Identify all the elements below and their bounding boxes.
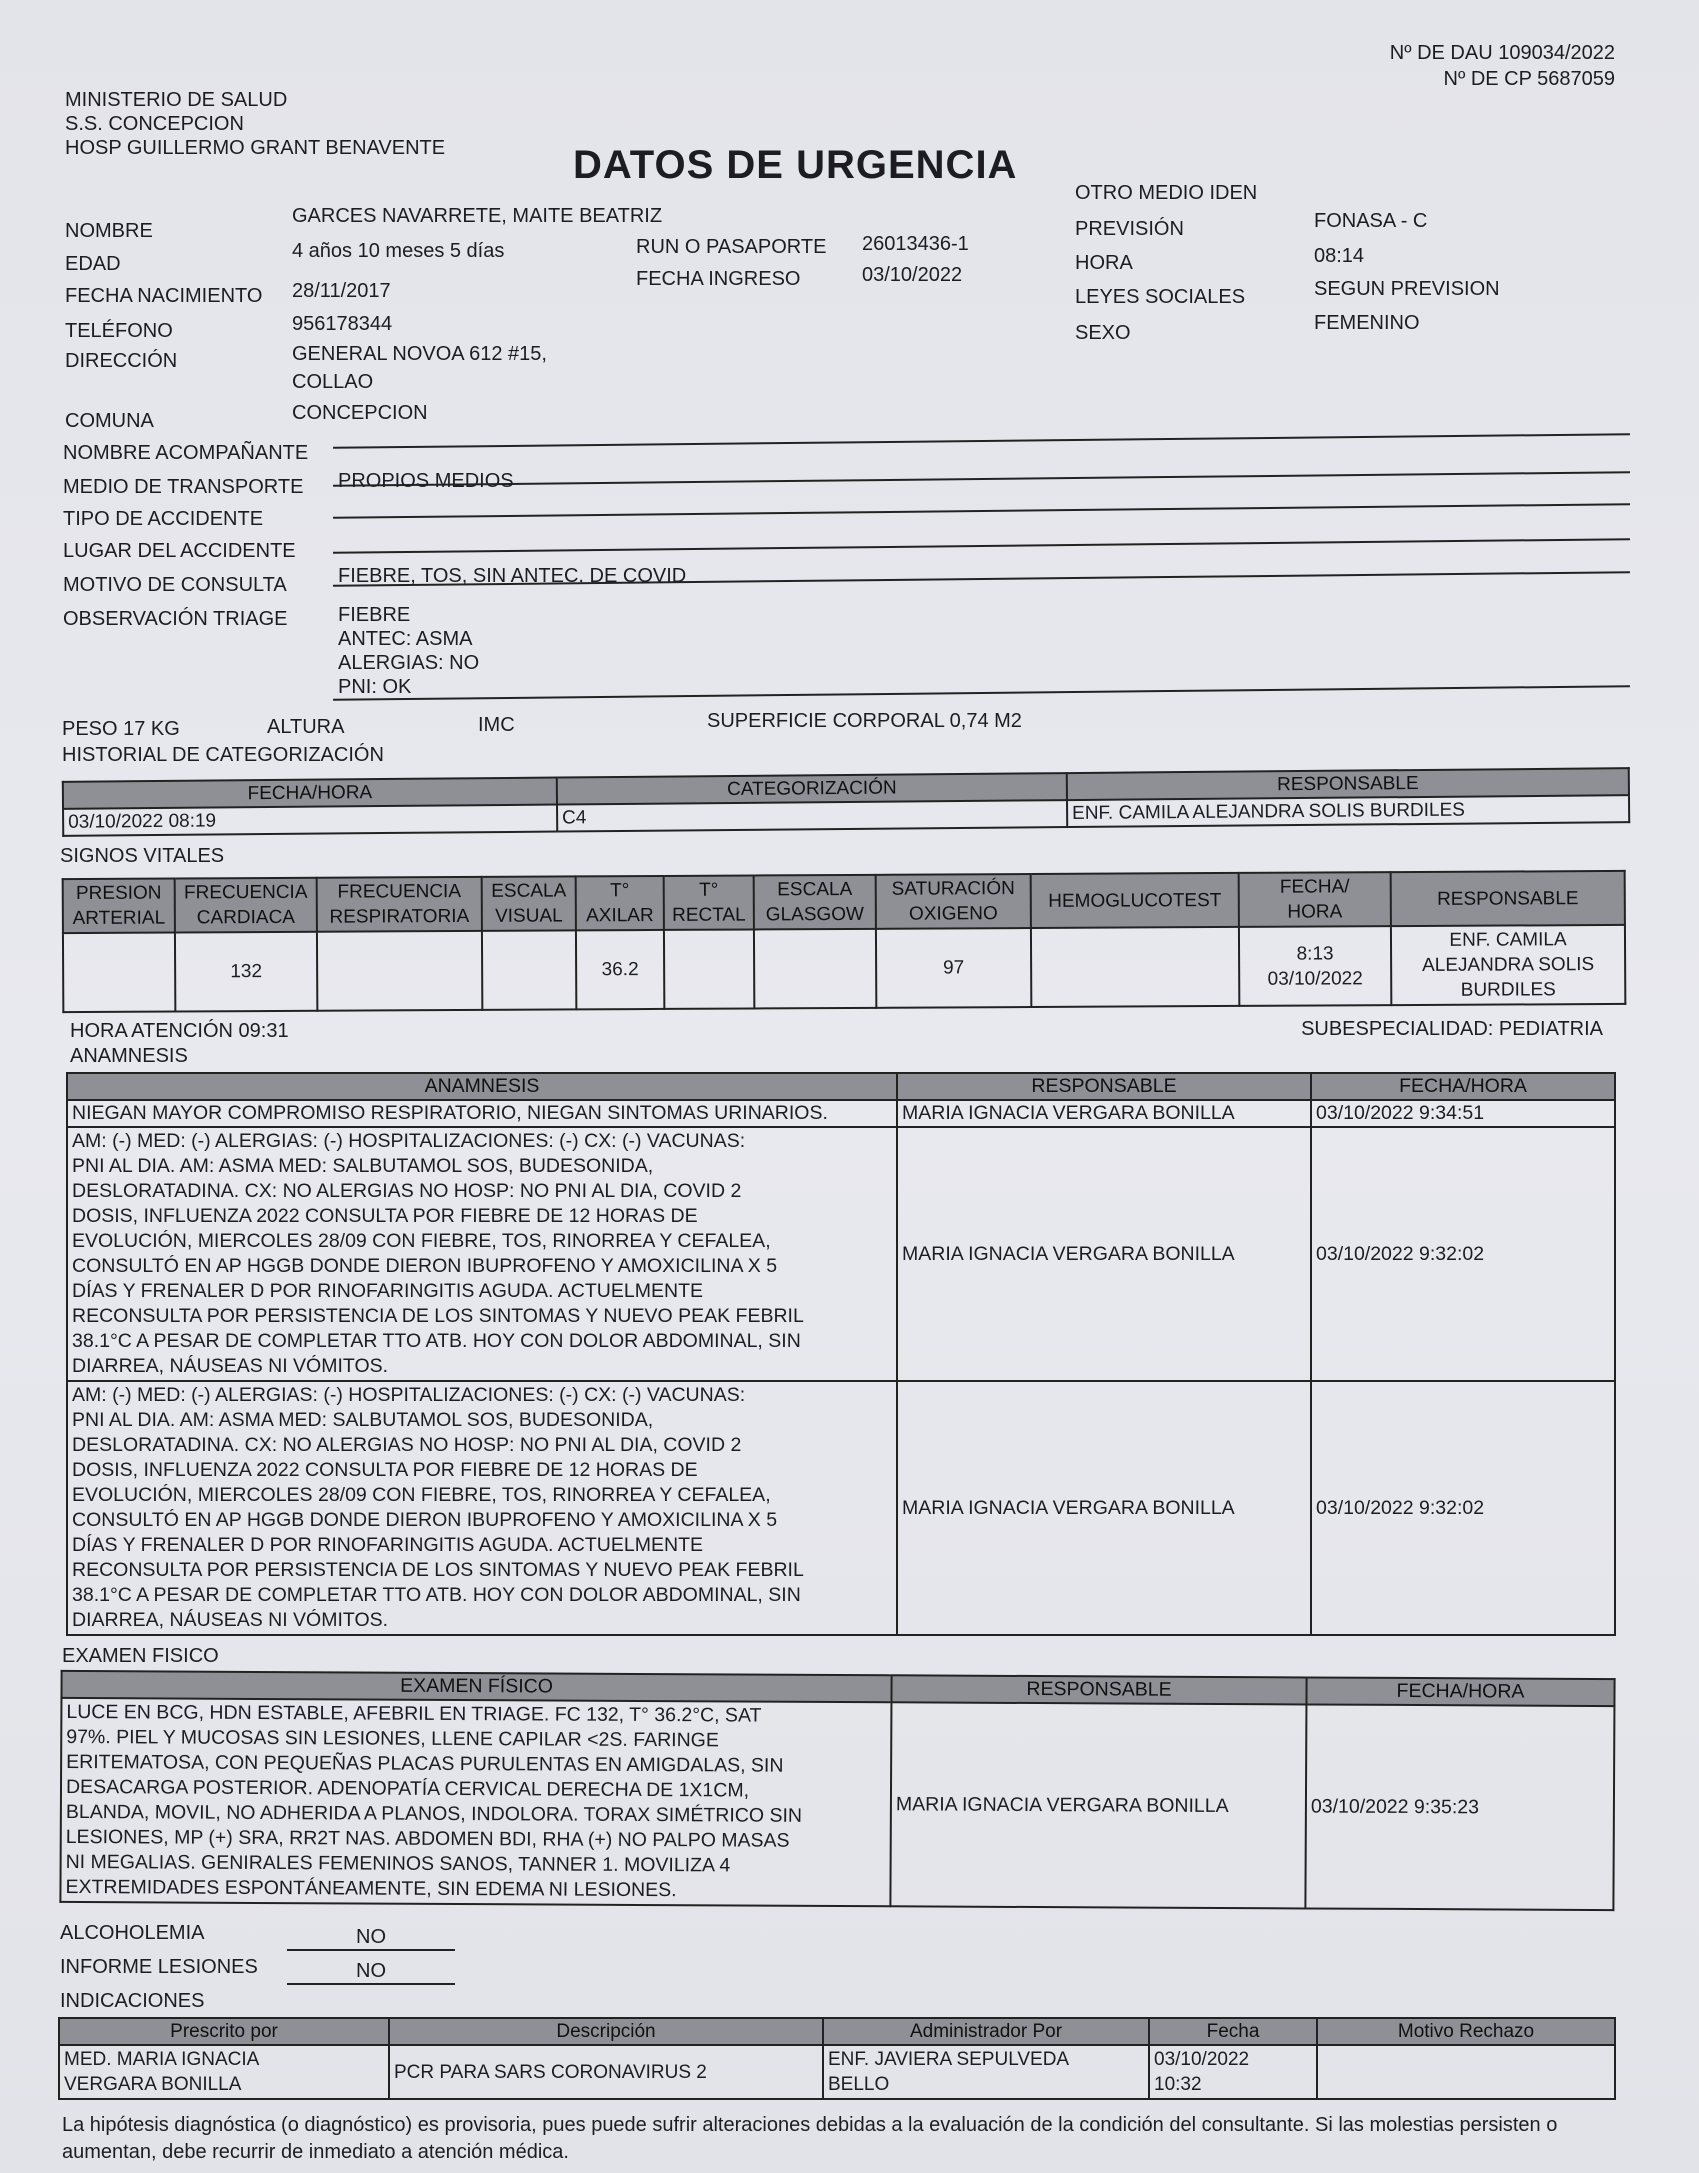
- anamnesis-title: ANAMNESIS: [70, 1045, 188, 1067]
- col-glasgow: ESCALA GLASGOW: [754, 875, 876, 930]
- col-examen: EXAMEN FÍSICO: [61, 1671, 891, 1702]
- motivo-label: MOTIVO DE CONSULTA: [63, 574, 287, 596]
- col-fr: FRECUENCIA RESPIRATORIA: [317, 877, 482, 932]
- cp-number: Nº DE CP 5687059: [1443, 68, 1615, 90]
- cell-prescrito: MED. MARIA IGNACIA VERGARA BONILLA: [59, 2045, 389, 2099]
- examen-fisico-title: EXAMEN FISICO: [62, 1645, 219, 1667]
- table-row: [67, 1100, 1615, 1127]
- col-fecha-hora: FECHA/ HORA: [1239, 872, 1391, 927]
- ministry: MINISTERIO DE SALUD: [65, 89, 288, 111]
- altura: ALTURA: [267, 716, 345, 738]
- table-row: [59, 2045, 1615, 2099]
- cell-fc: 132: [175, 932, 317, 1012]
- imc: IMC: [478, 714, 515, 736]
- col-responsable: RESPONSABLE: [1391, 871, 1625, 926]
- col-responsable: RESPONSABLE: [891, 1675, 1306, 1704]
- observacion-label: OBSERVACIÓN TRIAGE: [63, 608, 288, 630]
- comuna-label: COMUNA: [65, 410, 154, 432]
- col-fecha-hora: FECHA/HORA: [1311, 1073, 1615, 1100]
- sexo-value: FEMENINO: [1314, 312, 1420, 334]
- transporte-line: [333, 471, 1630, 487]
- col-descripcion: Descripción: [389, 2018, 823, 2045]
- informe-lesiones-label: INFORME LESIONES: [60, 1956, 258, 1978]
- cell-anamnesis: AM: (-) MED: (-) ALERGIAS: (-) HOSPITALIZACIONES: (-) CX: (-) VACUNAS: PNI AL DIA. AM: ASMA MED: SALBUTAMOL SOS, BUDESONIDA, DESLORATADINA. CX: NO ALERGIAS NO HOSP: NO PNI AL DIA, COVID 2 DOSIS, INFLUENZA 2022 CONSULTA POR FIEBRE DE 12 HORAS DE EVOLUCIÓN, MIERCOLES 28/09 CON FIEBRE, TOS, RINORREA Y CEFALEA, CONSULTÓ EN AP HGGB DONDE DIERON IBUPROFENO Y AMOXICILINA X 5 DÍAS Y FRENALER D POR RINOFARINGITIS AGUDA. ACTUELMENTE RECONSULTA POR PERSISTENCIA DE LOS SINTOMAS Y NUEVO PEAK FEBRIL 38.1°C A PESAR DE COMPLETAR TTO ATB. HOY CON DOLOR ABDOMINAL, SIN DIARREA, NÁUSEAS NI VÓMITOS.: [67, 1381, 897, 1635]
- telefono-value: 956178344: [292, 313, 393, 335]
- col-responsable: RESPONSABLE: [897, 1073, 1311, 1100]
- edad-label: EDAD: [65, 253, 121, 275]
- institution-block: [65, 88, 445, 160]
- cell-fecha-hora: 03/10/2022 9:34:51: [1311, 1100, 1615, 1127]
- table-row: [63, 925, 1625, 1012]
- sexo-label: SEXO: [1075, 322, 1131, 344]
- lugar-accidente-line: [333, 538, 1630, 554]
- cell-fecha-hora: 8:13 03/10/2022: [1239, 926, 1391, 1006]
- prevision-label: PREVISIÓN: [1075, 218, 1184, 240]
- cell-descripcion: PCR PARA SARS CORONAVIRUS 2: [389, 2045, 823, 2099]
- col-prescrito: Prescrito por: [59, 2018, 389, 2045]
- cell-t-axilar: 36.2: [576, 930, 664, 1009]
- transporte-label: MEDIO DE TRANSPORTE: [63, 476, 304, 498]
- cell-responsable: MARIA IGNACIA VERGARA BONILLA: [890, 1702, 1306, 1908]
- nombre-value: GARCES NAVARRETE, MAITE BEATRIZ: [292, 205, 663, 227]
- document-numbers: [1390, 40, 1615, 92]
- anamnesis-table: [66, 1072, 1616, 1636]
- fecha-ingreso-value: 03/10/2022: [862, 264, 963, 286]
- cell-fecha-hora: 03/10/2022 9:32:02: [1311, 1127, 1615, 1381]
- cell-responsable: ENF. CAMILA ALEJANDRA SOLIS BURDILES: [1391, 925, 1625, 1005]
- fecha-nacimiento-label: FECHA NACIMIENTO: [65, 285, 263, 307]
- acompanante-line: [333, 433, 1630, 449]
- cell-responsable: ENF. CAMILA ALEJANDRA SOLIS BURDILES: [1067, 795, 1629, 827]
- signos-vitales-table: [62, 870, 1627, 1013]
- indicaciones-title: INDICACIONES: [60, 1990, 205, 2012]
- cell-saturacion: 97: [876, 928, 1031, 1008]
- dau-number: Nº DE DAU 109034/2022: [1389, 42, 1615, 64]
- hospital: HOSP GUILLERMO GRANT BENAVENTE: [65, 137, 446, 159]
- cell-fr: [317, 931, 482, 1011]
- cell-anamnesis: NIEGAN MAYOR COMPROMISO RESPIRATORIO, NIEGAN SINTOMAS URINARIOS.: [67, 1100, 897, 1127]
- run-label: RUN O PASAPORTE: [636, 236, 827, 258]
- col-administrador: Administrador Por: [823, 2018, 1149, 2045]
- examen-fisico-table: [59, 1670, 1615, 1911]
- tipo-accidente-label: TIPO DE ACCIDENTE: [63, 508, 264, 530]
- superficie-corporal: SUPERFICIE CORPORAL 0,74 M2: [707, 710, 1022, 732]
- cell-responsable: MARIA IGNACIA VERGARA BONILLA: [897, 1100, 1311, 1127]
- nombre-label: NOMBRE: [65, 220, 153, 242]
- cell-categoria: C4: [557, 800, 1067, 831]
- hora-label: HORA: [1075, 252, 1133, 274]
- run-value: 26013436-1: [862, 233, 969, 255]
- alcoholemia-label: ALCOHOLEMIA: [60, 1922, 205, 1944]
- col-categorizacion: CATEGORIZACIÓN: [557, 773, 1067, 804]
- direccion-label: DIRECCIÓN: [65, 350, 178, 372]
- observacion-value: FIEBRE ANTEC: ASMA ALERGIAS: NO PNI: OK: [338, 604, 480, 698]
- cell-escala-visual: [482, 930, 576, 1009]
- col-fecha-hora: FECHA/HORA: [1306, 1677, 1614, 1706]
- direccion-value-1: GENERAL NOVOA 612 #15,: [292, 343, 547, 365]
- comuna-value: CONCEPCION: [292, 402, 428, 424]
- cell-responsable: MARIA IGNACIA VERGARA BONILLA: [897, 1127, 1311, 1381]
- leyes-sociales-label: LEYES SOCIALES: [1075, 286, 1246, 308]
- otro-medio-label: OTRO MEDIO IDEN: [1075, 182, 1258, 204]
- col-presion: PRESION ARTERIAL: [63, 879, 175, 934]
- tipo-accidente-line: [333, 503, 1630, 519]
- indicaciones-table: [58, 2017, 1616, 2100]
- col-fc: FRECUENCIA CARDIACA: [175, 878, 317, 933]
- table-row: [67, 1127, 1615, 1381]
- table-row: [60, 1698, 1614, 1910]
- cell-fecha-hora: 03/10/2022 9:35:23: [1305, 1704, 1614, 1910]
- cell-fecha-hora: 03/10/2022 08:19: [63, 805, 557, 836]
- col-escala-visual: ESCALA VISUAL: [482, 876, 576, 930]
- col-hemoglucotest: HEMOGLUCOTEST: [1031, 873, 1239, 928]
- col-anamnesis: ANAMNESIS: [67, 1073, 897, 1100]
- leyes-sociales-value: SEGUN PREVISION: [1314, 278, 1500, 300]
- col-saturacion: SATURACIÓN OXIGENO: [876, 874, 1031, 929]
- telefono-label: TELÉFONO: [65, 320, 173, 342]
- table-row: [67, 1381, 1615, 1635]
- hora-atencion: HORA ATENCIÓN 09:31: [70, 1020, 289, 1042]
- fecha-ingreso-label: FECHA INGRESO: [636, 268, 801, 290]
- col-fecha: Fecha: [1149, 2018, 1317, 2045]
- acompanante-label: NOMBRE ACOMPAÑANTE: [63, 442, 309, 464]
- fecha-nacimiento-value: 28/11/2017: [292, 280, 391, 302]
- col-fecha-hora: FECHA/HORA: [63, 778, 557, 809]
- col-motivo-rechazo: Motivo Rechazo: [1317, 2018, 1615, 2045]
- cell-glasgow: [754, 929, 876, 1009]
- col-t-axilar: T° AXILAR: [576, 876, 664, 930]
- cell-administrador: ENF. JAVIERA SEPULVEDA BELLO: [823, 2045, 1149, 2099]
- col-responsable: RESPONSABLE: [1067, 768, 1629, 800]
- categorizacion-table: [62, 767, 1630, 837]
- cell-anamnesis: AM: (-) MED: (-) ALERGIAS: (-) HOSPITALIZACIONES: (-) CX: (-) VACUNAS: PNI AL DIA. AM: ASMA MED: SALBUTAMOL SOS, BUDESONIDA, DESLORATADINA. CX: NO ALERGIAS NO HOSP: NO PNI AL DIA, COVID 2 DOSIS, INFLUENZA 2022 CONSULTA POR FIEBRE DE 12 HORAS DE EVOLUCIÓN, MIERCOLES 28/09 CON FIEBRE, TOS, RINORREA Y CEFALEA, CONSULTÓ EN AP HGGB DONDE DIERON IBUPROFENO Y AMOXICILINA X 5 DÍAS Y FRENALER D POR RINOFARINGITIS AGUDA. ACTUELMENTE RECONSULTA POR PERSISTENCIA DE LOS SINTOMAS Y NUEVO PEAK FEBRIL 38.1°C A PESAR DE COMPLETAR TTO ATB. HOY CON DOLOR ABDOMINAL, SIN DIARREA, NÁUSEAS NI VÓMITOS.: [67, 1127, 897, 1381]
- peso: PESO 17 KG: [62, 718, 180, 740]
- cell-t-rectal: [664, 929, 754, 1008]
- cell-fecha-hora: 03/10/2022 9:32:02: [1311, 1381, 1615, 1635]
- lugar-accidente-label: LUGAR DEL ACCIDENTE: [63, 540, 296, 562]
- col-t-rectal: T° RECTAL: [664, 875, 754, 929]
- cell-motivo-rechazo: [1317, 2045, 1615, 2099]
- observacion-line: [333, 685, 1630, 701]
- alcoholemia-value: NO: [287, 1926, 455, 1951]
- subespecialidad: SUBESPECIALIDAD: PEDIATRIA: [1301, 1018, 1603, 1040]
- informe-lesiones-value: NO: [287, 1960, 455, 1985]
- cell-fecha: 03/10/2022 10:32: [1149, 2045, 1317, 2099]
- prevision-value: FONASA - C: [1314, 210, 1428, 232]
- cell-hemoglucotest: [1031, 927, 1239, 1007]
- health-service: S.S. CONCEPCION: [65, 113, 244, 135]
- page-title: DATOS DE URGENCIA: [573, 143, 1018, 187]
- motivo-value: FIEBRE, TOS, SIN ANTEC. DE COVID: [338, 565, 687, 587]
- signos-vitales-title: SIGNOS VITALES: [60, 845, 225, 867]
- hora-value: 08:14: [1314, 245, 1365, 267]
- edad-value: 4 años 10 meses 5 días: [292, 240, 505, 262]
- transporte-value: PROPIOS MEDIOS: [338, 470, 514, 492]
- cell-responsable: MARIA IGNACIA VERGARA BONILLA: [897, 1381, 1311, 1635]
- categorizacion-title: HISTORIAL DE CATEGORIZACIÓN: [62, 744, 384, 766]
- cell-presion: [63, 933, 175, 1013]
- cell-examen: LUCE EN BCG, HDN ESTABLE, AFEBRIL EN TRIAGE. FC 132, T° 36.2°C, SAT 97%. PIEL Y MUCOSAS SIN LESIONES, LLENE CAPILAR <2S. FARINGE ERITEMATOSA, CON PEQUEÑAS PLACAS PURULENTAS EN AMIGDALAS, SIN DESACARGA POSTERIOR. ADENOPATÍA CERVICAL DERECHA DE 1X1CM, BLANDA, MOVIL, NO ADHERIDA A PLANOS, INDOLORA. TORAX SIMÉTRICO SIN LESIONES, MP (+) SRA, RR2T NAS. ABDOMEN BDI, RHA (+) NO PALPO MASAS NI MEGALIAS. GENIRALES FEMENINOS SANOS, TANNER 1. MOVILIZA 4 EXTREMIDADES ESPONTÁNEAMENTE, SIN EDEMA NI LESIONES.: [60, 1698, 891, 1906]
- disclaimer-footer: La hipótesis diagnóstica (o diagnóstico) es provisoria, pues puede sufrir alteraciones debidas a la evaluación de la condición del consultante. Si las molestias persisten o aumentan, debe recurrir de inmediato a atención médica.: [62, 2114, 1558, 2163]
- direccion-value-2: COLLAO: [292, 371, 374, 393]
